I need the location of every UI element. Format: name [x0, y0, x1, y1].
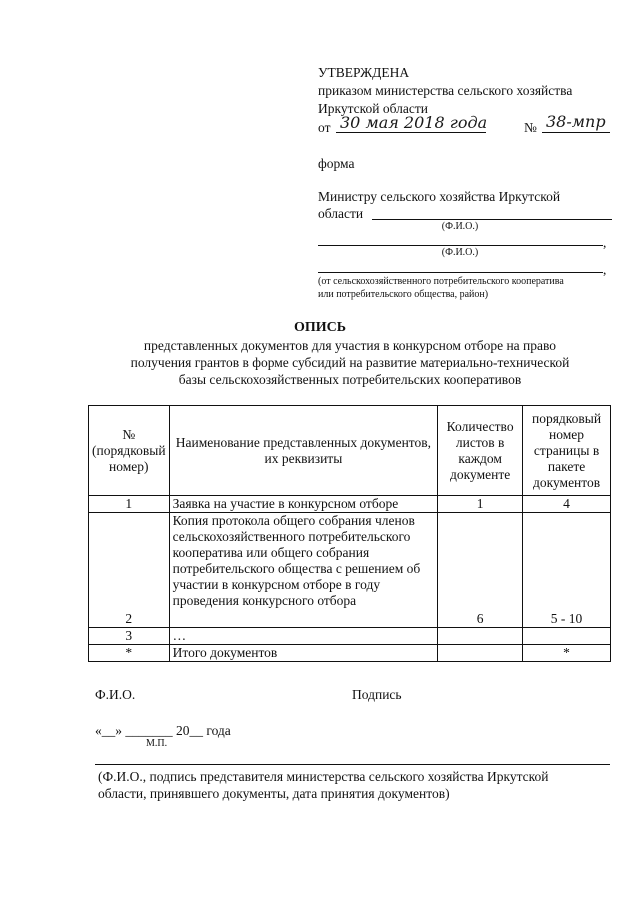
row4-number: *: [89, 645, 170, 662]
table-row: [89, 513, 611, 628]
addressee-fio-hint2: (Ф.И.О.): [441, 247, 479, 258]
approval-title: УТВЕРЖДЕНА: [318, 65, 410, 80]
footer-signature-line: [95, 764, 610, 765]
heading-line3: базы сельскохозяйственных потребительских кооперативов: [178, 372, 522, 387]
addressee-fio-hint: (Ф.И.О.): [441, 221, 479, 232]
approval-date-handwritten: 30 мая 2018 года: [340, 113, 488, 132]
header-name: Наименование представленных документов, их реквизиты: [169, 406, 438, 496]
header-sheets: Количество листов в каждом документе: [438, 406, 523, 496]
table-row: [89, 496, 611, 513]
approval-line2: Иркутской области: [318, 101, 429, 116]
addressee-comma2: ,: [603, 262, 607, 277]
row2-sheets: 6: [438, 513, 523, 628]
row1-name: Заявка на участие в конкурсном отборе: [169, 496, 438, 513]
row3-sheets: [438, 628, 523, 645]
approval-from-label: от: [318, 120, 331, 135]
footer-bottom-line2: области, принявшего документы, дата принятия документов): [98, 786, 450, 801]
row1-sheets: 1: [438, 496, 523, 513]
row2-number: 2: [89, 513, 170, 628]
row4-sheets: [438, 645, 523, 662]
approval-date-line: [336, 132, 486, 133]
approval-number-handwritten: 38-мпр: [546, 112, 606, 131]
addressee-line-2: [318, 245, 603, 246]
footer-mp-label: М.П.: [146, 738, 168, 749]
row4-name: Итого документов: [169, 645, 438, 662]
row1-number: 1: [89, 496, 170, 513]
heading-line2: получения грантов в форме субсидий на развитие материально-технической: [130, 355, 570, 370]
row2-page: 5 - 10: [523, 513, 611, 628]
addressee-from-hint1: (от сельскохозяйственного потребительского кооператива: [318, 276, 564, 287]
addressee-from-hint2: или потребительского общества, район): [318, 289, 489, 300]
documents-table: [88, 405, 611, 662]
table-row: [89, 645, 611, 662]
heading-title: ОПИСЬ: [293, 320, 347, 335]
header-page: порядковый номер страницы в пакете документов: [523, 406, 611, 496]
row3-number: 3: [89, 628, 170, 645]
row3-name: …: [169, 628, 438, 645]
footer-date: «__» _______ 20__ года: [95, 723, 231, 738]
addressee-line1: Министру сельского хозяйства Иркутской: [318, 189, 561, 204]
row4-page: *: [523, 645, 611, 662]
approval-line1: приказом министерства сельского хозяйства: [318, 83, 573, 98]
addressee-line2: области: [318, 206, 364, 221]
row1-page: 4: [523, 496, 611, 513]
approval-number-label: №: [524, 120, 537, 135]
table-header-row: [89, 406, 611, 496]
approval-number-line: [542, 132, 610, 133]
row3-page: [523, 628, 611, 645]
heading-line1: представленных документов для участия в конкурсном отборе на право: [143, 338, 557, 353]
addressee-line-3: [318, 272, 603, 273]
row2-name: Копия протокола общего собрания членов сельскохозяйственного потребительского кооператива или общего собрания потребительского общества с решением об участии в конкурсном отборе в году проведения конкурсного отбора: [169, 513, 438, 628]
addressee-fio-line: [372, 219, 612, 220]
footer-signature-label: Подпись: [352, 687, 402, 702]
addressee-comma1: ,: [603, 235, 607, 250]
header-number: № (порядковый номер): [89, 406, 170, 496]
footer-fio-label: Ф.И.О.: [95, 687, 136, 702]
table-row: [89, 628, 611, 645]
form-label: форма: [318, 156, 355, 171]
footer-bottom-line1: (Ф.И.О., подпись представителя министерства сельского хозяйства Иркутской: [98, 769, 549, 784]
